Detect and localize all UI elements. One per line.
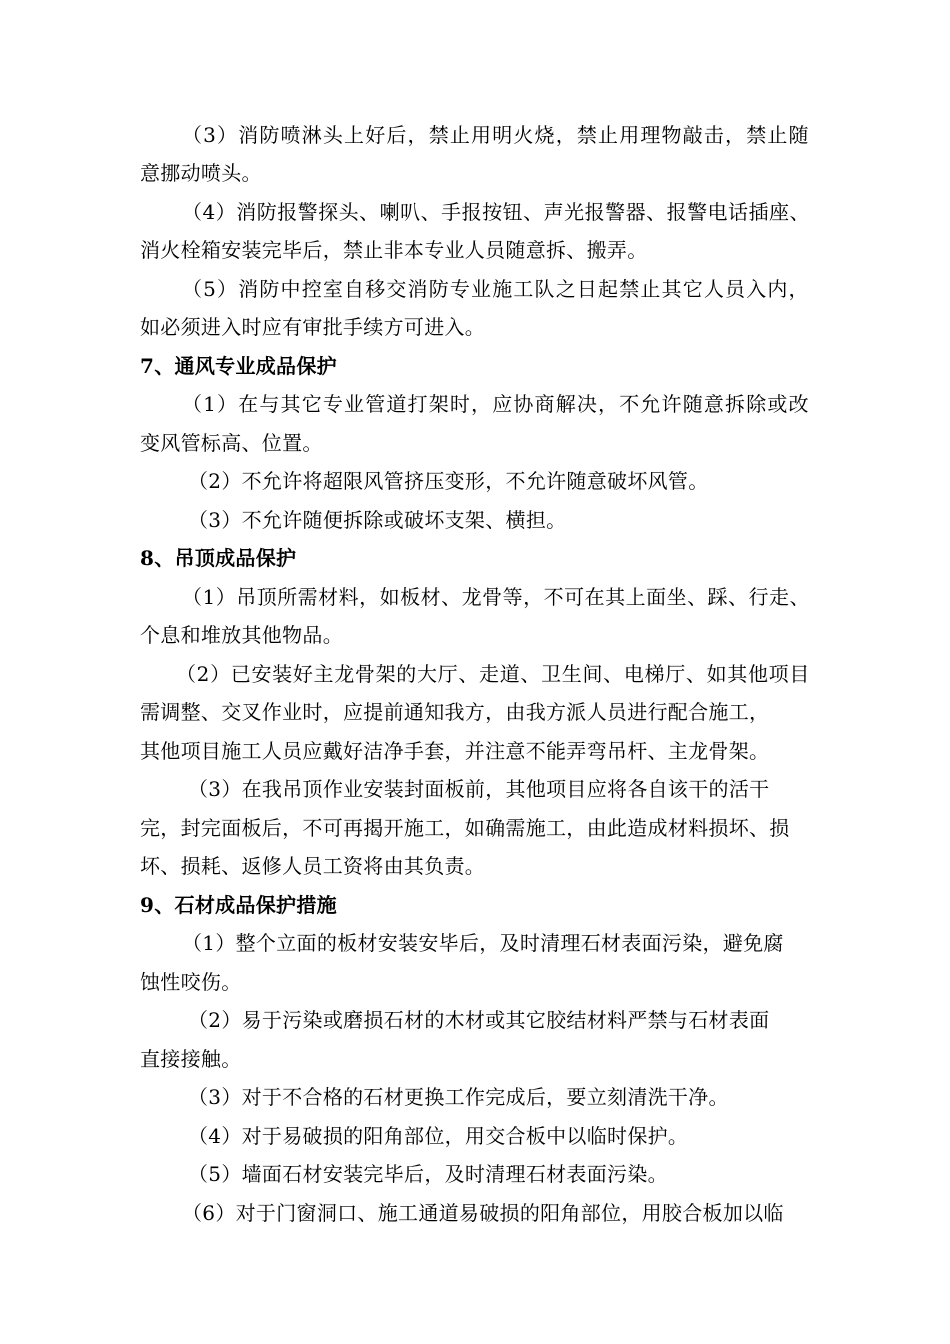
section-heading: 7、通风专业成品保护	[140, 354, 337, 378]
paragraph-line: （3）不允许随便拆除或破坏支架、横担。	[188, 508, 567, 532]
paragraph-line: （3）在我吊顶作业安装封面板前，其他项目应将各自该干的活干	[188, 777, 770, 801]
paragraph-line: 变风管标高、位置。	[140, 431, 323, 455]
paragraph-line: （2）易于污染或磨损石材的木材或其它胶结材料严禁与石材表面	[188, 1008, 770, 1032]
paragraph-line: 意挪动喷头。	[140, 161, 262, 185]
paragraph-line: 需调整、交叉作业时，应提前通知我方，由我方派人员进行配合施工，	[140, 700, 770, 724]
paragraph-line: （6）对于门窗洞口、施工通道易破损的阳角部位，用胶合板加以临	[182, 1201, 784, 1225]
paragraph-line: （3）消防喷淋头上好后，禁止用明火烧，禁止用理物敲击，禁止随	[182, 123, 810, 147]
paragraph-line: 直接接触。	[140, 1047, 242, 1071]
paragraph-line: 完，封完面板后，不可再揭开施工，如确需施工，由此造成材料损坏、损	[140, 816, 790, 840]
section-heading: 8、吊顶成品保护	[140, 546, 297, 570]
paragraph-line: （4）对于易破损的阳角部位，用交合板中以临时保护。	[188, 1124, 689, 1148]
paragraph-line: 如必须进入时应有审批手续方可进入。	[140, 315, 486, 339]
paragraph-line: （5）消防中控室自移交消防专业施工队之日起禁止其它人员入内，	[182, 277, 810, 301]
section-heading: 9、石材成品保护措施	[140, 893, 337, 917]
paragraph-line: （2）不允许将超限风管挤压变形，不允许随意破坏风管。	[188, 469, 709, 493]
paragraph-line: （4）消防报警探头、喇叭、手报按钮、声光报警器、报警电话插座、	[182, 200, 811, 224]
paragraph-line: （3）对于不合格的石材更换工作完成后，要立刻清洗干净。	[188, 1085, 729, 1109]
paragraph-line: 蚀性咬伤。	[140, 970, 242, 994]
paragraph-line: 其他项目施工人员应戴好洁净手套，并注意不能弄弯吊杆、主龙骨架。	[140, 739, 770, 763]
paragraph-line: 坏、损耗、返修人员工资将由其负责。	[140, 854, 486, 878]
paragraph-line: （2）已安装好主龙骨架的大厅、走道、卫生间、电梯厅、如其他项目	[176, 662, 811, 686]
paragraph-line: 消火栓箱安装完毕后，禁止非本专业人员随意拆、搬弄。	[140, 238, 648, 262]
paragraph-line: （1）整个立面的板材安装安毕后，及时清理石材表面污染，避免腐	[182, 931, 784, 955]
paragraph-line: 个息和堆放其他物品。	[140, 623, 343, 647]
paragraph-line: （5）墙面石材安装完毕后，及时清理石材表面污染。	[188, 1162, 668, 1186]
paragraph-line: （1）在与其它专业管道打架时，应协商解决，不允许随意拆除或改	[182, 392, 810, 416]
paragraph-line: （1）吊顶所需材料，如板材、龙骨等，不可在其上面坐、踩、行走、	[182, 585, 811, 609]
